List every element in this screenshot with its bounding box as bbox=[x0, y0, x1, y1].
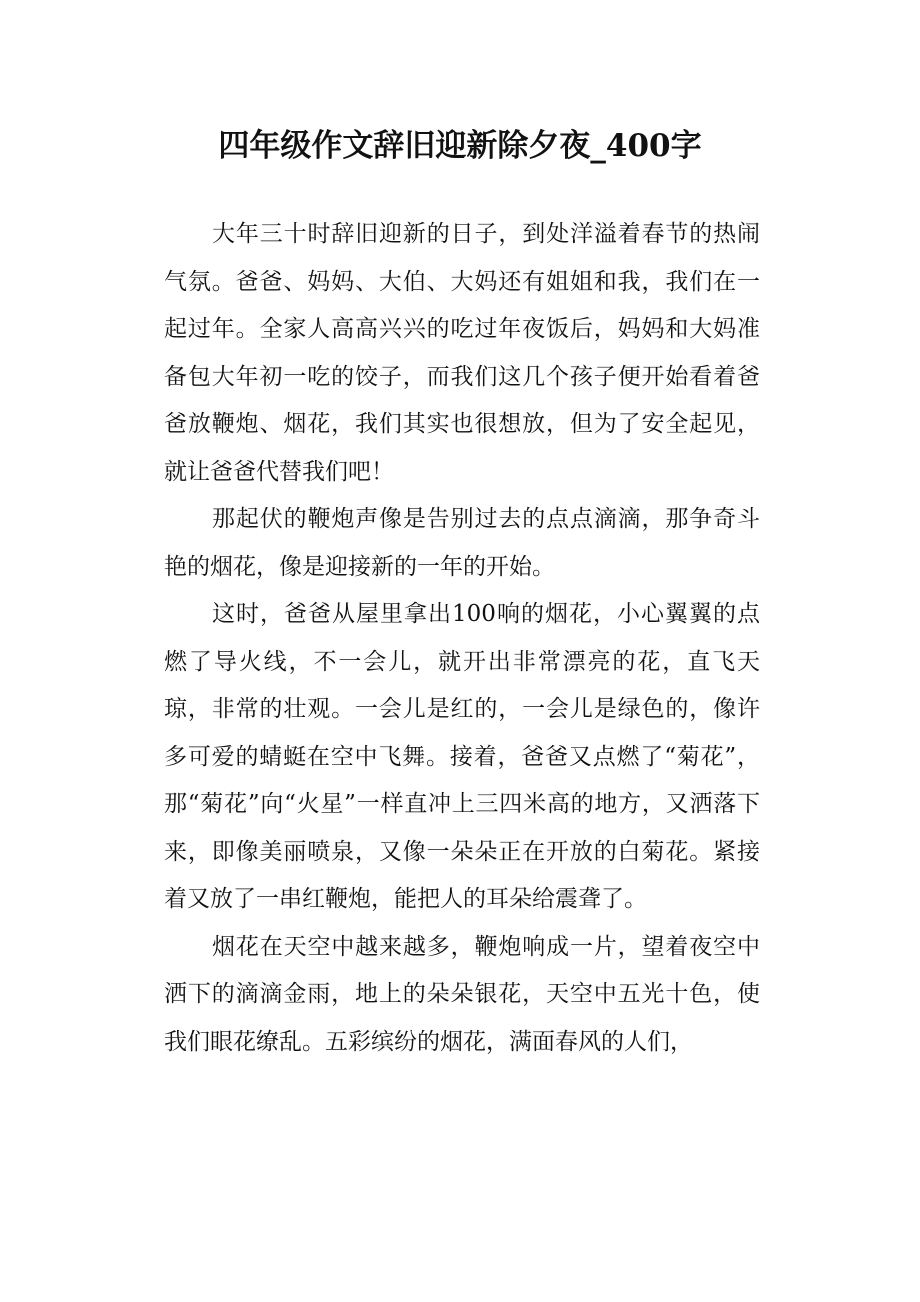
paragraph: 这时，爸爸从屋里拿出100响的烟花，小心翼翼的点燃了导火线，不一会儿，就开出非常漂亮的花，直飞天琼，非常的壮观。一会儿是红的，一会儿是绿色的，像许多可爱的蜻蜓在空中飞舞。接着，爸爸又点燃了“菊花”，那“菊花”向“火星”一样直冲上三四米高的地方，又洒落下来，即像美丽喷泉，又像一朵朵正在开放的白菊花。紧接着又放了一串红鞭炮，能把人的耳朵给震聋了。 bbox=[164, 601, 760, 912]
paragraph: 大年三十时辞旧迎新的日子，到处洋溢着春节的热闹气氛。爸爸、妈妈、大伯、大妈还有姐姐和我，我们在一起过年。全家人高高兴兴的吃过年夜饭后，妈妈和大妈准备包大年初一吃的饺子，而我们这几个孩子便开始看着爸爸放鞭炮、烟花，我们其实也很想放，但为了安全起见，就让爸爸代替我们吧！ bbox=[164, 221, 760, 485]
document-title: 四年级作文辞旧迎新除夕夜_400字 bbox=[218, 128, 702, 164]
paragraph: 烟花在天空中越来越多，鞭炮响成一片，望着夜空中洒下的滴滴金雨，地上的朵朵银花，天空中五光十色，使我们眼花缭乱。五彩缤纷的烟花，满面春风的人们， bbox=[164, 933, 760, 1055]
paragraph: 那起伏的鞭炮声像是告别过去的点点滴滴，那争奇斗艳的烟花，像是迎接新的一年的开始。 bbox=[164, 506, 760, 580]
document-body bbox=[164, 211, 760, 1066]
